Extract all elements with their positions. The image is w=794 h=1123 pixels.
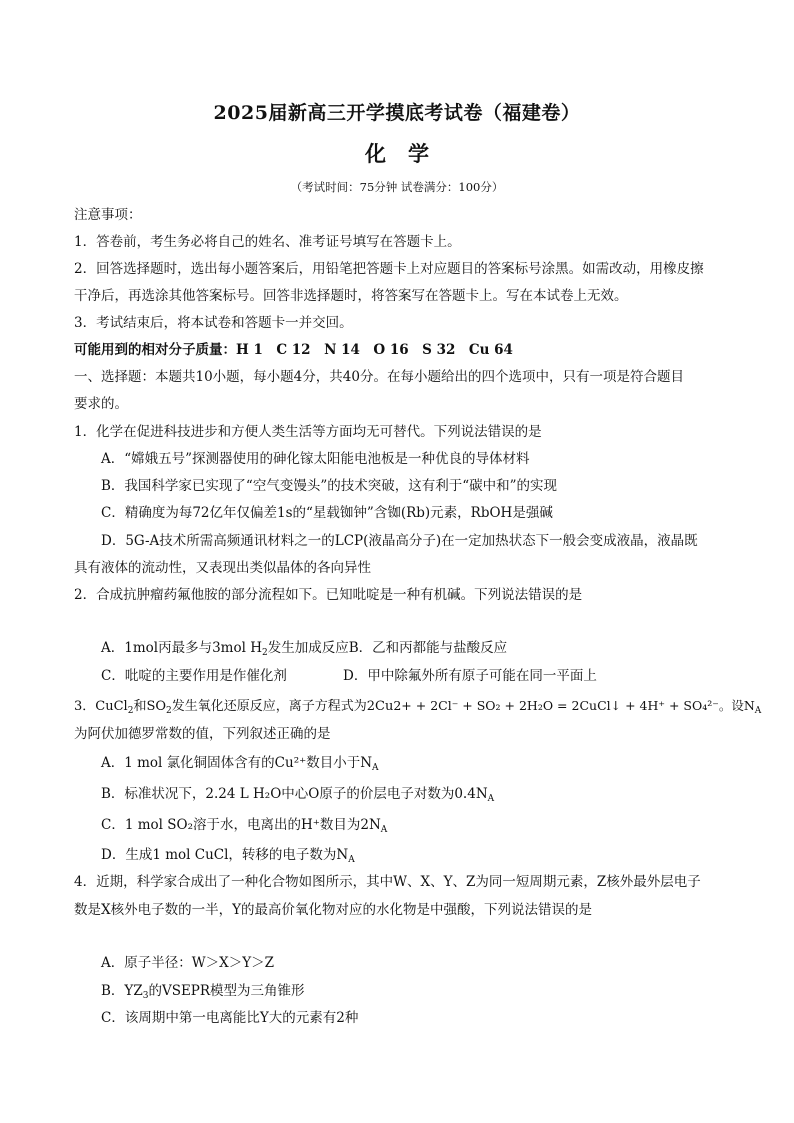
section-intro-cont: 要求的。	[74, 396, 128, 412]
exam-info: （考试时间：75分钟 试卷满分：100分）	[290, 180, 504, 194]
subject-title: 化学	[365, 141, 451, 166]
q3-sub-1: 2	[127, 706, 134, 716]
q2-option-a-sub: 2	[262, 648, 268, 658]
q3-option-c-sub: A	[380, 825, 388, 835]
note-item-2-cont: 干净后，再选涂其他答案标号。回答非选择题时，将答案写在答题卡上。写在本试卷上无效。	[74, 288, 628, 304]
q4-option-c: C．该周期中第一电离能比Y大的元素有2种	[101, 1010, 359, 1026]
q3-stem-text-3: 发生氧化还原反应，离子方程式为2Cu	[171, 699, 394, 714]
q3-option-b-text: B．标准状况下，2.24 L H₂O中心O原子的价层电子对数为0.4N	[101, 786, 488, 802]
q4-stem: 4．近期，科学家合成出了一种化合物如图所示，其中W、X、Y、Z为同一短周期元素，Z核外最外层电子	[74, 874, 701, 890]
q1-option-d-cont: 具有液体的流动性，又表现出类似晶体的各向异性	[74, 560, 371, 576]
note-item-3: 3．考试结束后，将本试卷和答题卡一并交回。	[74, 315, 353, 331]
q1-option-d: D．5G-A技术所需高频通讯材料之一的LCP(液晶高分子)在一定加热状态下一般会变成液晶，液晶既	[101, 533, 698, 549]
note-item-2: 2．回答选择题时，选出每小题答案后，用铅笔把答题卡上对应题目的答案标号涂黑。如需改动，用橡皮擦	[74, 261, 704, 277]
q4-option-b-sub: 3	[142, 991, 149, 1001]
q4-option-b-text-2: 的VSEPR模型为三角锥形	[148, 983, 305, 999]
q2-option-a-text-2: 发生加成反应	[267, 640, 349, 656]
q4-option-a: A．原子半径：W＞X＞Y＞Z	[101, 955, 275, 971]
q2-option-a	[101, 638, 741, 663]
q4-option-b	[101, 981, 741, 1006]
q3-option-b	[101, 784, 741, 809]
q3-stem-cont: 为阿伏加德罗常数的值，下列叙述正确的是	[74, 726, 331, 742]
q1-option-c: C．精确度为每72亿年仅偏差1s的“星载铷钟”含铷(Rb)元素，RbOH是强碱	[101, 505, 553, 521]
q2-options-cd	[101, 666, 741, 686]
q2-option-d: D．甲中除氟外所有原子可能在同一平面上	[343, 668, 597, 684]
q3-option-d	[101, 845, 741, 870]
q3-option-d-text: D．生成1 mol CuCl，转移的电子数为N	[101, 847, 349, 863]
q3-option-c	[101, 815, 741, 840]
q2-option-c: C．吡啶的主要作用是作催化剂	[101, 668, 287, 684]
q3-option-a	[101, 753, 741, 778]
q2-stem: 2．合成抗肿瘤药氟他胺的部分流程如下。已知吡啶是一种有机碱。下列说法错误的是	[74, 587, 583, 603]
q3-stem-text: 3．CuCl	[74, 699, 128, 714]
q3-na-sub: A	[754, 706, 762, 716]
q4-option-b-text: B．YZ	[101, 983, 143, 999]
atomic-masses: 可能用到的相对分子质量：H 1 C 12 N 14 O 16 S 32 Cu 64	[74, 342, 513, 358]
q3-option-a-text: A．1 mol 氯化铜固体含有的Cu²⁺数目小于N	[101, 755, 373, 771]
q4-stem-cont: 数是X核外电子数的一半，Y的最高价氧化物对应的水化物是中强酸，下列说法错误的是	[74, 902, 593, 918]
exam-title: 2025届新高三开学摸底考试卷（福建卷）	[213, 102, 581, 124]
q3-option-a-sub: A	[372, 763, 379, 773]
q3-stem-text-2: 和SO	[133, 699, 167, 714]
q2-option-b: B．乙和丙都能与盐酸反应	[348, 640, 508, 656]
notes-heading: 注意事项：	[74, 207, 142, 223]
q2-option-a-text: A．1mol丙最多与3mol H	[101, 640, 262, 656]
q3-stem	[74, 696, 762, 721]
q3-option-c-text: C．1 mol SO₂溶于水，电离出的H⁺数目为2N	[101, 817, 381, 833]
q1-stem: 1．化学在促进科技进步和方便人类生活等方面均无可替代。下列说法错误的是	[74, 424, 542, 440]
note-item-1: 1．答卷前，考生务必将自己的姓名、准考证号填写在答题卡上。	[74, 234, 461, 250]
q3-option-b-sub: A	[487, 794, 495, 804]
q1-option-a: A．“嫦娥五号”探测器使用的砷化镓太阳能电池板是一种优良的导体材料	[101, 451, 530, 467]
section-intro: 一、选择题：本题共10小题，每小题4分，共40分。在每小题给出的四个选项中，只有一项是符合题目	[74, 369, 684, 385]
q3-sub-2: 2	[166, 706, 172, 716]
q3-equation: 2+ + 2Cl⁻ + SO₂ + 2H₂O = 2CuCl↓ + 4H⁺ + SO₄²⁻。设N	[393, 698, 755, 713]
q3-option-d-sub: A	[348, 855, 355, 865]
q1-option-b: B．我国科学家已实现了“空气变馒头”的技术突破，这有利于“碳中和”的实现	[101, 478, 558, 494]
